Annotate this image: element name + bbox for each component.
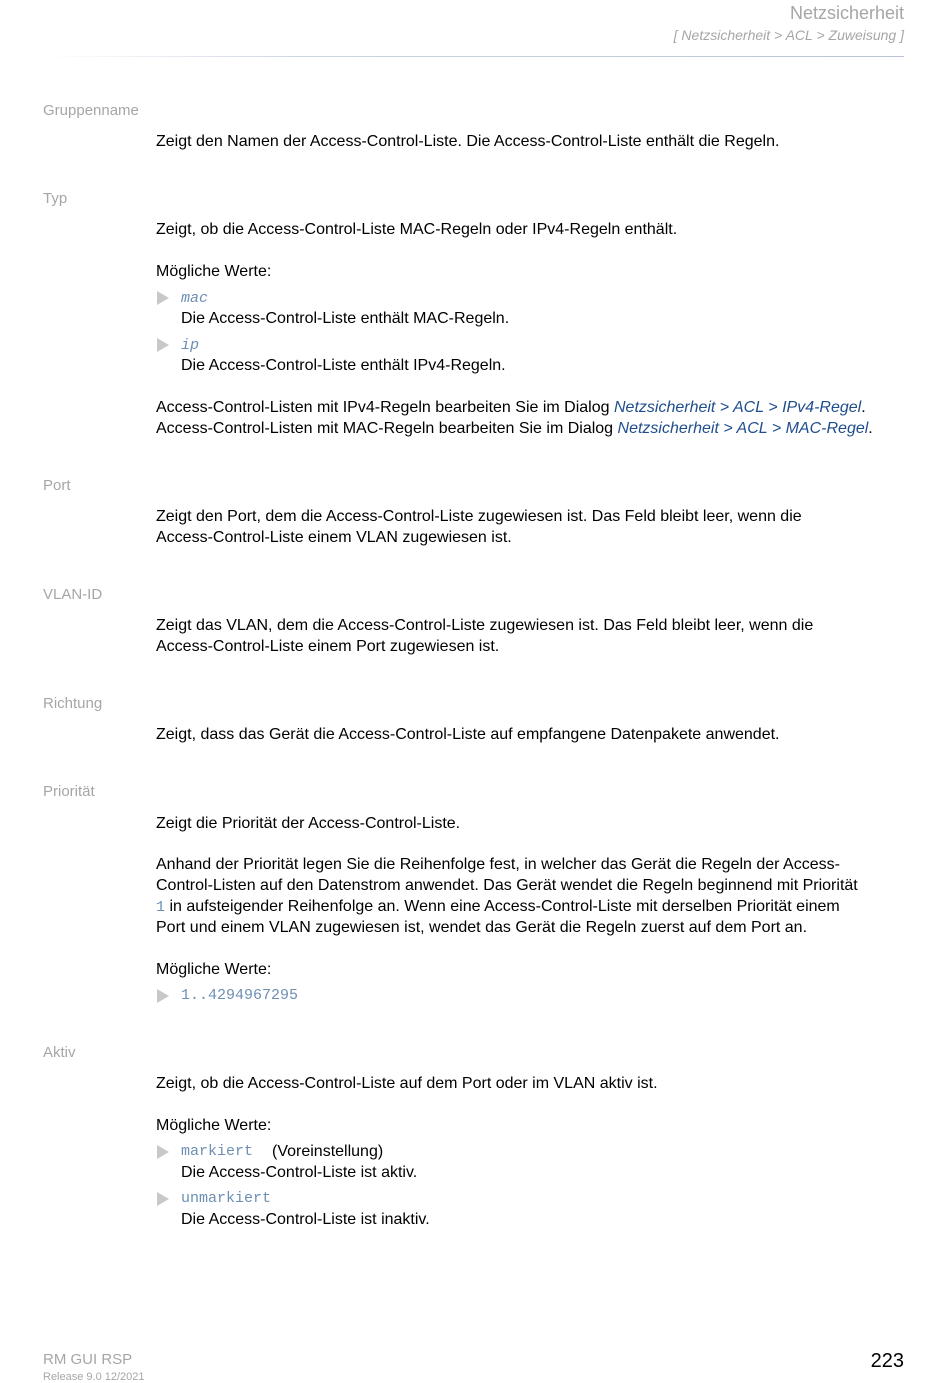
typ-note-mac <box>156 418 873 439</box>
field-label-typ: Typ <box>43 190 68 207</box>
priority-start-value: 1 <box>156 899 166 916</box>
typ-description: Zeigt, ob die Access-Control-Liste MAC-Regeln oder IPv4-Regeln enthält. <box>156 221 678 238</box>
aktiv-values-title: Mögliche Werte: <box>156 1117 272 1134</box>
footer-document-name: RM GUI RSP <box>43 1351 133 1368</box>
port-description-line1: Zeigt den Port, dem die Access-Control-Liste zugewiesen ist. Das Feld bleibt leer, wenn die <box>156 508 802 525</box>
value-markiert: markiert <box>181 1143 254 1160</box>
typ-note-ipv4 <box>156 397 866 418</box>
aktiv-description: Zeigt, ob die Access-Control-Liste auf dem Port oder im VLAN aktiv ist. <box>156 1075 658 1092</box>
note-text: Access-Control-Listen mit IPv4-Regeln bearbeiten Sie im Dialog <box>156 399 614 416</box>
bullet-icon <box>157 1192 169 1206</box>
typ-values-title: Mögliche Werte: <box>156 263 272 280</box>
prioritaet-para-line4: Port und einem VLAN zugewiesen ist, wendet das Gerät die Regeln zuerst auf dem Port an. <box>156 919 808 936</box>
value-ip-description: Die Access-Control-Liste enthält IPv4-Regeln. <box>181 357 506 374</box>
field-label-vlan-id: VLAN-ID <box>43 586 103 603</box>
value-markiert-description: Die Access-Control-Liste ist aktiv. <box>181 1164 418 1181</box>
prioritaet-para-line1: Anhand der Priorität legen Sie die Reihenfolge fest, in welcher das Gerät die Regeln der Access- <box>156 856 840 873</box>
link-mac-regel[interactable]: Netzsicherheit > ACL > MAC-Regel <box>617 420 869 437</box>
value-ip: ip <box>181 337 200 354</box>
field-label-richtung: Richtung <box>43 695 103 712</box>
field-label-port: Port <box>43 477 71 494</box>
field-label-gruppenname: Gruppenname <box>43 102 139 119</box>
field-label-aktiv: Aktiv <box>43 1044 76 1061</box>
note-period: . <box>861 399 866 416</box>
port-description-line2: Access-Control-Liste einem VLAN zugewiesen ist. <box>156 529 512 546</box>
prioritaet-values-title: Mögliche Werte: <box>156 961 272 978</box>
bullet-icon <box>157 1145 169 1159</box>
value-range: 1..4294967295 <box>181 987 299 1004</box>
value-unmarkiert-description: Die Access-Control-Liste ist inaktiv. <box>181 1211 430 1228</box>
page-title: Netzsicherheit <box>789 3 904 23</box>
vlan-description-line1: Zeigt das VLAN, dem die Access-Control-Liste zugewiesen ist. Das Feld bleibt leer, wenn die <box>156 617 814 634</box>
value-markiert-default: (Voreinstellung) <box>272 1143 384 1160</box>
page-number: 223 <box>870 1350 904 1372</box>
bullet-icon <box>157 338 169 352</box>
note-period: . <box>868 420 873 437</box>
bullet-icon <box>157 291 169 305</box>
header-divider <box>46 56 904 57</box>
prioritaet-description: Zeigt die Priorität der Access-Control-Liste. <box>156 815 461 832</box>
link-ipv4-regel[interactable]: Netzsicherheit > ACL > IPv4-Regel <box>613 399 862 416</box>
value-unmarkiert: unmarkiert <box>181 1190 272 1207</box>
value-mac-description: Die Access-Control-Liste enthält MAC-Regeln. <box>181 310 510 327</box>
field-label-prioritaet: Priorität <box>43 783 95 800</box>
value-mac: mac <box>181 290 209 307</box>
footer-release: Release 9.0 12/2021 <box>43 1371 145 1383</box>
prioritaet-para-line3 <box>156 896 840 918</box>
prioritaet-para-line2: Control-Listen auf den Datenstrom anwendet. Das Gerät wendet die Regeln beginnend mit Priorität <box>156 877 858 894</box>
bullet-icon <box>157 989 169 1003</box>
vlan-description-line2: Access-Control-Liste einem Port zugewiesen ist. <box>156 638 500 655</box>
gruppenname-description: Zeigt den Namen der Access-Control-Liste. Die Access-Control-Liste enthält die Regeln. <box>156 133 780 150</box>
para-text: in aufsteigender Reihenfolge an. Wenn eine Access-Control-Liste mit derselben Priorität einem <box>165 898 840 915</box>
breadcrumb: [ Netzsicherheit > ACL > Zuweisung ] <box>673 27 904 43</box>
note-text: Access-Control-Listen mit MAC-Regeln bearbeiten Sie im Dialog <box>156 420 618 437</box>
richtung-description: Zeigt, dass das Gerät die Access-Control-Liste auf empfangene Datenpakete anwendet. <box>156 726 780 743</box>
